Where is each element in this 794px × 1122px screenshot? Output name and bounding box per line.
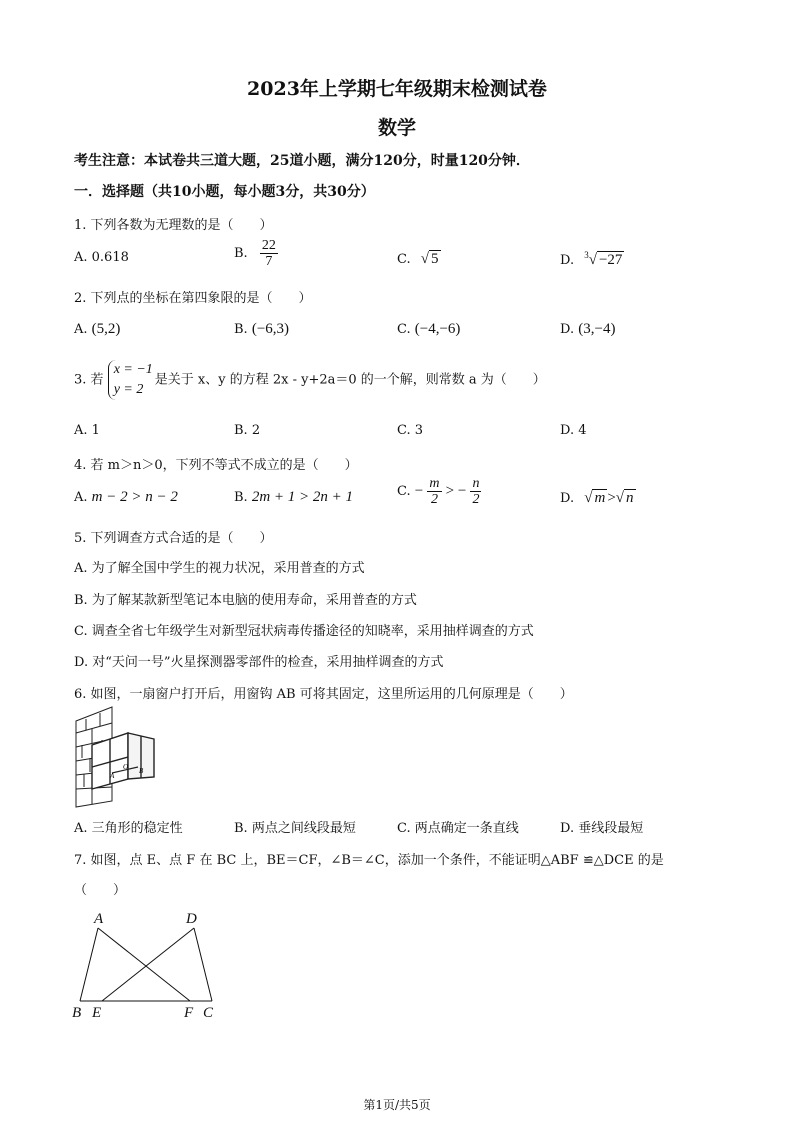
q2-a-prefix: A.	[74, 322, 88, 337]
q2-d-prefix: D.	[560, 322, 575, 337]
q2-b-value: (−6,3)	[251, 321, 290, 337]
q2-option-c	[397, 321, 460, 338]
q2-option-a	[74, 321, 120, 338]
q1-d-cuberoot: $^3$√ −27	[584, 250, 623, 268]
question-2-stem: 2. 下列点的坐标在第四象限的是（ ）	[74, 291, 312, 306]
q1-d-index: 3	[584, 250, 589, 260]
figure-label-b: B	[139, 767, 144, 775]
q3-option-d: D. 4	[560, 423, 587, 438]
q4-d-radicand-1: m	[594, 490, 606, 506]
q4-a-value: m − 2 > n − 2	[91, 489, 178, 505]
q1-b-numerator: 22	[261, 238, 276, 253]
question-5-stem: 5. 下列调查方式合适的是（ ）	[74, 531, 273, 546]
q3-option-c: C. 3	[397, 423, 424, 438]
q2-d-value: (3,−4)	[578, 321, 616, 337]
q1-c-sqrt: √ 5	[420, 251, 439, 267]
q3-rest: 是关于 x、y 的方程 2x - y+2a＝0 的一个解，则常数 a 为（ ）	[154, 372, 546, 388]
q3-option-b: B. 2	[234, 423, 261, 438]
q4-b-prefix: B.	[234, 490, 248, 505]
q4-c-middle: > −	[445, 483, 467, 499]
segment-af	[98, 928, 190, 1001]
point-label-c: C	[203, 1005, 214, 1021]
subject-title: 数学	[377, 117, 416, 139]
q4-c-den-2: 2	[472, 492, 480, 507]
point-label-e: E	[92, 1005, 102, 1021]
q5-option-b: B. 为了解某款新型笔记本电脑的使用寿命，采用普查的方式	[74, 593, 417, 608]
q5-option-a: A. 为了解全国中学生的视力状况，采用普查的方式	[74, 561, 365, 576]
question-4-stem: 4. 若 m＞n＞0，下列不等式不成立的是（ ）	[74, 458, 358, 473]
q1-d-radicand: −27	[598, 252, 623, 268]
point-label-a: A	[94, 911, 104, 927]
q2-option-b	[234, 321, 289, 338]
segment-ab	[80, 928, 98, 1001]
question-7-paren: （ ）	[74, 883, 127, 898]
q3-line-2: y = 2	[113, 382, 144, 397]
q5-option-d: D. 对“天问一号”火星探测器零部件的检查，采用抽样调查的方式	[74, 655, 444, 670]
q4-d-gt: >	[607, 490, 616, 506]
q4-option-d: D. √ m >√ n	[560, 490, 634, 506]
point-label-d: D	[186, 911, 197, 927]
q2-a-value: (5,2)	[91, 321, 121, 337]
q4-c-num-2: n	[472, 476, 480, 491]
q6-option-b: B. 两点之间线段最短	[234, 821, 356, 836]
figure-label-a: A	[110, 772, 115, 780]
q3-option-a: A. 1	[74, 423, 100, 438]
q4-c-num-1: m	[429, 476, 440, 491]
q2-b-prefix: B.	[234, 322, 248, 337]
q2-option-d	[560, 321, 615, 338]
q4-c-fraction-1	[427, 476, 441, 507]
q4-d-radicand-2: n	[626, 490, 634, 506]
question-6-stem: 6. 如图，一扇窗户打开后，用窗钩 AB 可将其固定，这里所运用的几何原理是（ ）	[74, 687, 573, 702]
q1-option-a: A. 0.618	[74, 250, 129, 265]
q1-option-b	[234, 238, 278, 269]
segment-dc	[194, 928, 212, 1001]
q1-c-radicand: 5	[431, 251, 439, 267]
triangle-figure	[66, 906, 226, 1026]
q4-c-minus-1: −	[414, 483, 424, 499]
q4-option-b	[234, 489, 353, 506]
q4-option-a	[74, 489, 178, 506]
q1-option-d	[560, 250, 624, 269]
q3-prefix: 3. 若	[74, 372, 104, 388]
question-1-stem: 1. 下列各数为无理数的是（ ）	[74, 218, 273, 233]
q1-d-prefix: D.	[560, 253, 575, 268]
q1-option-c	[397, 250, 441, 268]
q1-b-prefix: B.	[234, 246, 248, 261]
page-footer: 第1页/共5页	[363, 1098, 431, 1112]
q4-c-fraction-2	[470, 476, 481, 507]
exam-title: 2023年上学期七年级期末检测试卷	[247, 78, 547, 100]
q1-b-denominator: 7	[265, 254, 273, 269]
q4-c-prefix: C.	[397, 484, 411, 499]
q2-c-value: (−4,−6)	[414, 321, 461, 337]
point-label-f: F	[184, 1005, 194, 1021]
q3-equation-system	[108, 360, 153, 400]
segment-de	[102, 928, 194, 1001]
q4-b-value: 2m + 1 > 2n + 1	[251, 489, 354, 505]
q6-option-a: A. 三角形的稳定性	[74, 821, 183, 836]
q2-c-prefix: C.	[397, 322, 411, 337]
exam-notice: 考生注意：本试卷共三道大题，25道小题，满分120分，时量120分钟．	[74, 153, 530, 169]
q3-line-1: x = −1	[113, 362, 153, 377]
q4-d-prefix: D.	[560, 491, 575, 506]
q5-option-c: C. 调查全省七年级学生对新型冠状病毒传播途径的知晓率，采用抽样调查的方式	[74, 624, 534, 639]
window-hook-figure	[72, 703, 164, 809]
q4-option-c	[397, 476, 481, 507]
q4-c-den-1: 2	[430, 492, 438, 507]
question-7-stem: 7. 如图，点 E、点 F 在 BC 上，BE＝CF，∠B＝∠C，添加一个条件，不能证明△ABF ≌△DCE 的是	[74, 853, 664, 868]
q6-option-c: C. 两点确定一条直线	[397, 821, 519, 836]
point-label-b: B	[72, 1005, 82, 1021]
section-heading-choice: 一．选择题（共10小题，每小题3分，共30分）	[74, 184, 375, 200]
figure-label-o: O	[123, 763, 129, 771]
question-3-stem	[74, 360, 546, 400]
q6-option-d: D. 垂线段最短	[560, 821, 644, 836]
q1-c-prefix: C.	[397, 252, 411, 267]
q4-a-prefix: A.	[74, 490, 88, 505]
q1-b-fraction	[260, 238, 278, 269]
